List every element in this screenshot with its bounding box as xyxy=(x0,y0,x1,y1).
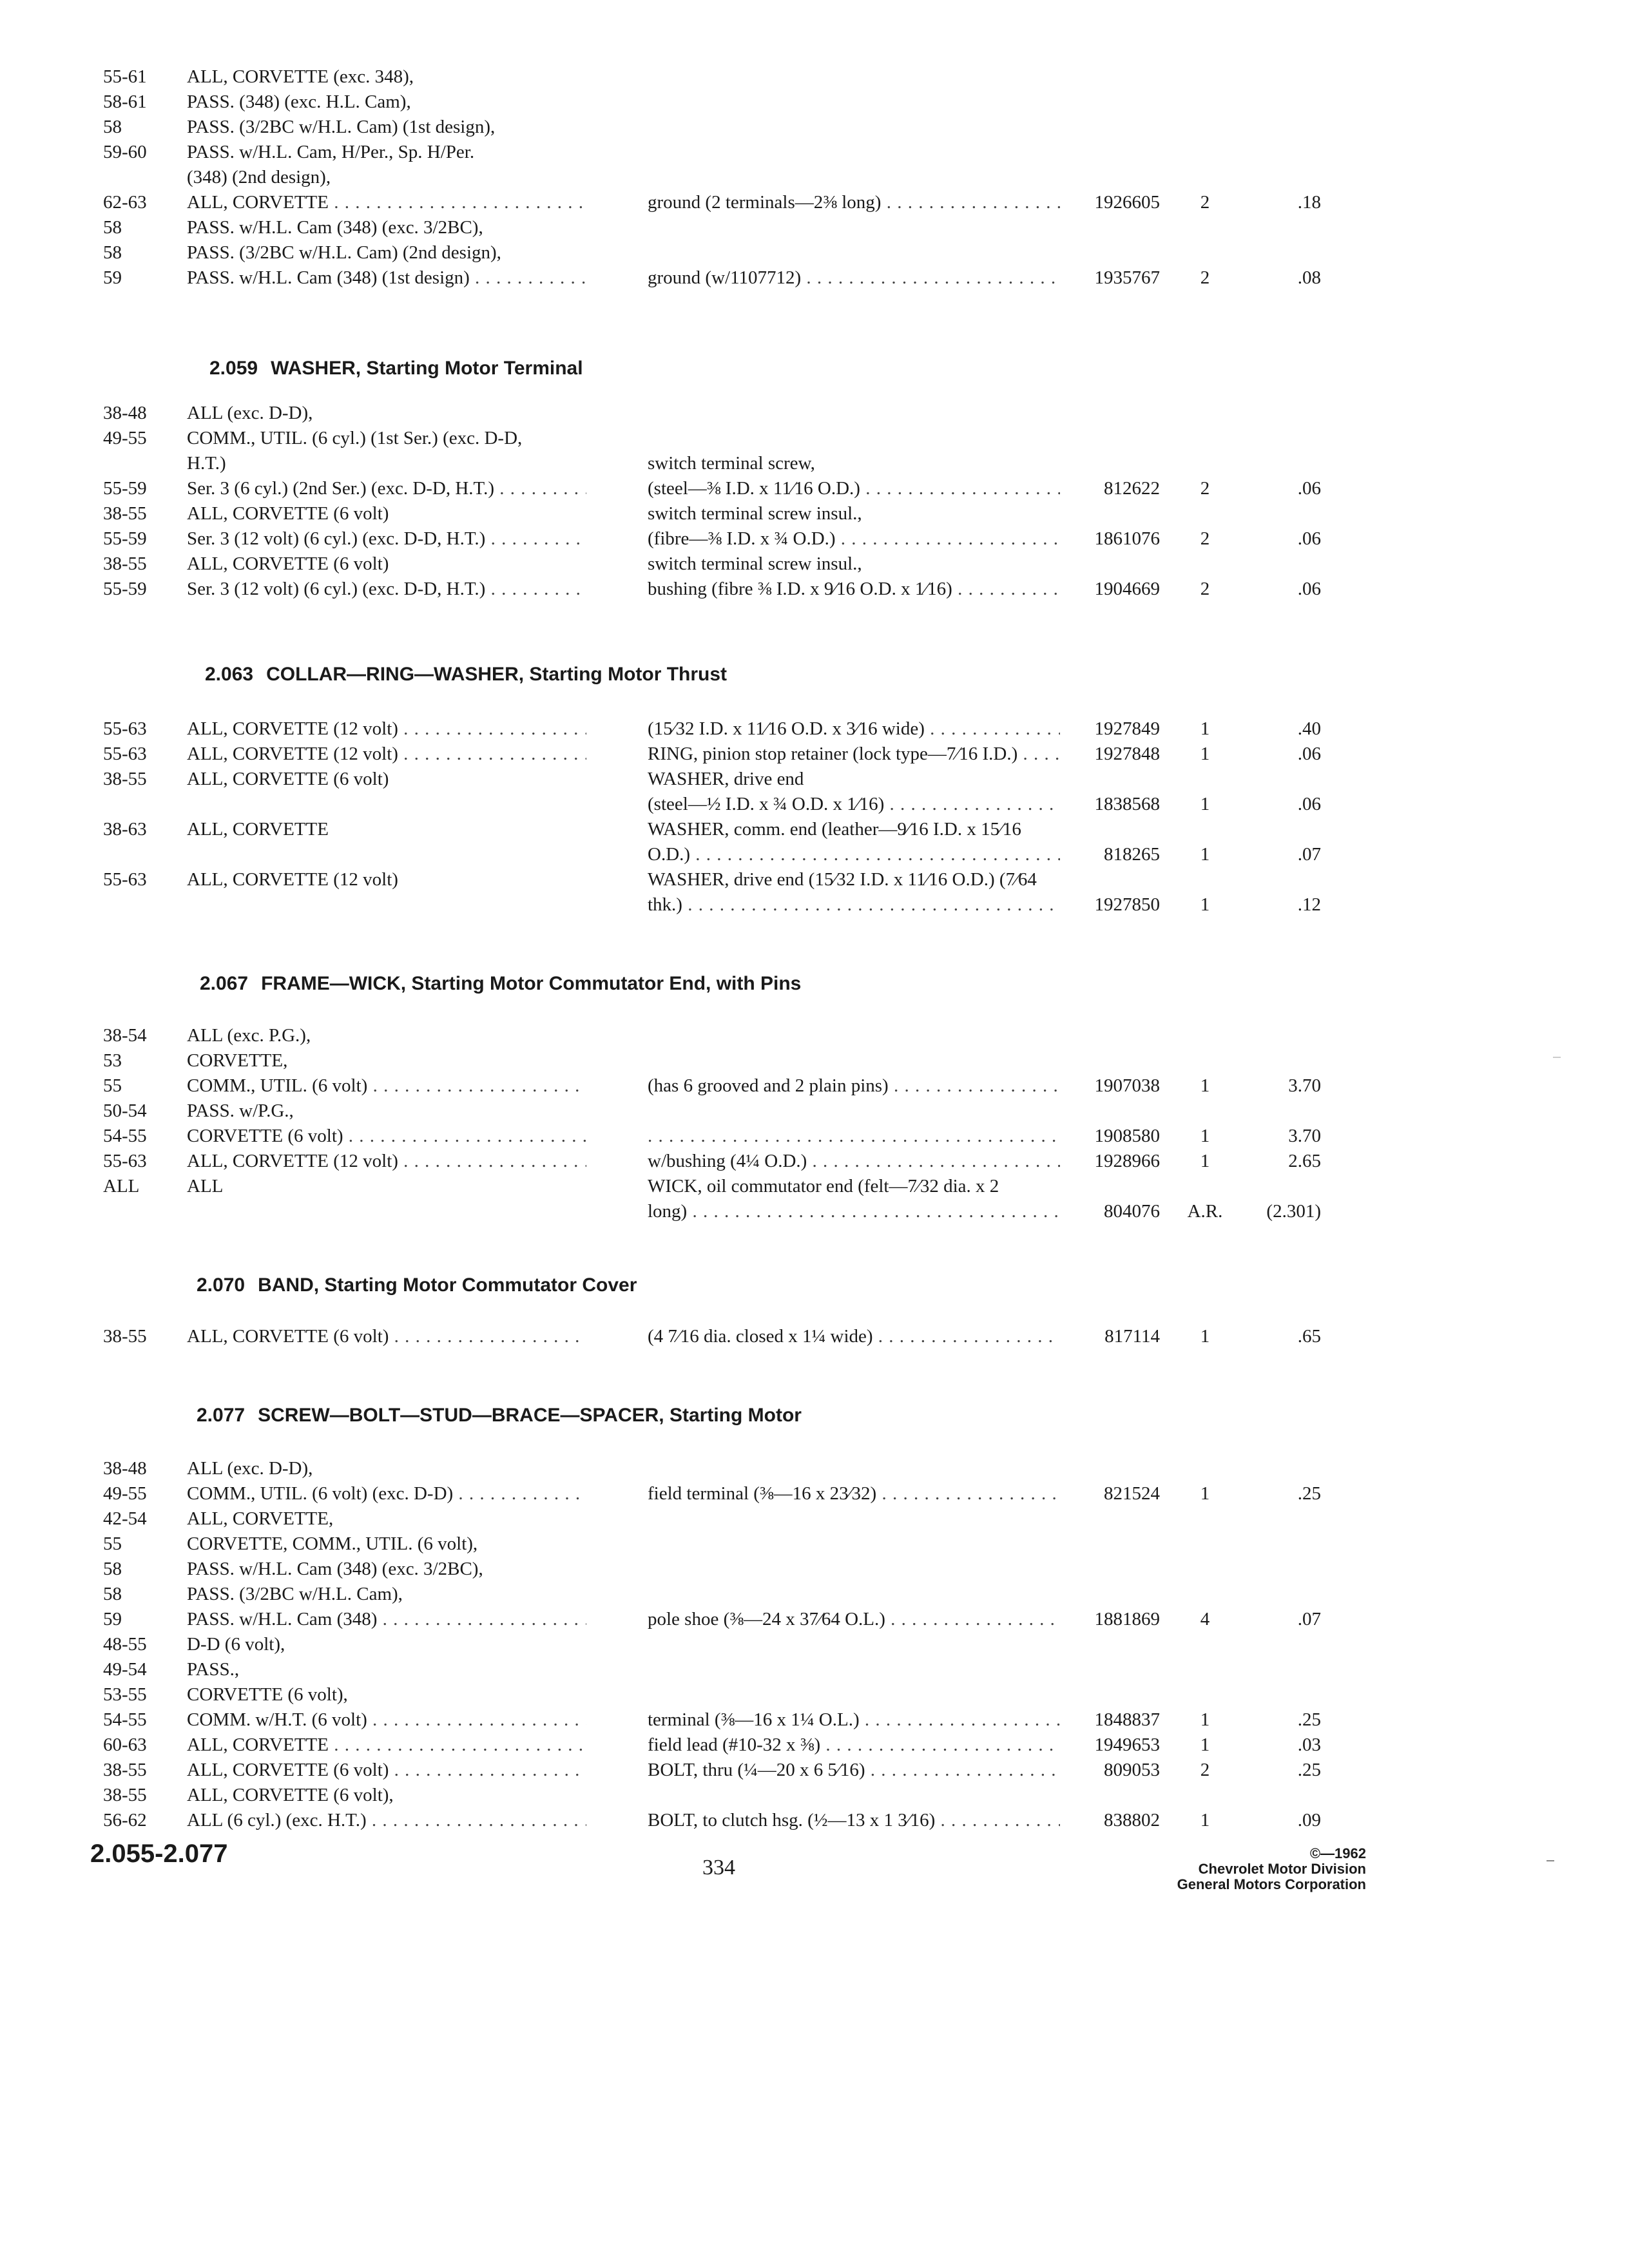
part-row xyxy=(0,1073,1629,1099)
list-price: .25 xyxy=(1297,1709,1321,1730)
model-applicability: ALL, CORVETTE (exc. 348), xyxy=(187,66,414,87)
parts-group-2063 xyxy=(0,716,1629,918)
part-row xyxy=(0,526,1629,552)
section-title: WASHER, Starting Motor Terminal xyxy=(271,358,583,379)
model-applicability: Ser. 3 (6 cyl.) (2nd Ser.) (exc. D-D, H.T.) . . . xyxy=(187,476,586,501)
section-heading-2059 xyxy=(209,358,583,380)
parts-group-continued xyxy=(0,64,1629,291)
part-description: WASHER, drive end (15⁄32 I.D. x 11⁄16 O.D.) (7⁄64 xyxy=(648,869,1037,890)
section-heading-2067 xyxy=(200,973,801,995)
model-years: 59-60 xyxy=(103,142,147,162)
part-description: (has 6 grooved and 2 plain pins) . . . xyxy=(648,1073,1060,1099)
part-description: (4 7⁄16 dia. closed x 1¼ wide) . . . xyxy=(648,1324,1060,1349)
part-description: (steel—⅜ I.D. x 11⁄16 O.D.) . . . xyxy=(648,476,1060,501)
model-applicability: COMM., UTIL. (6 cyl.) (1st Ser.) (exc. D-D, xyxy=(187,428,523,448)
part-row xyxy=(0,817,1629,842)
model-applicability: H.T.) xyxy=(187,453,226,474)
model-applicability: PASS., xyxy=(187,1659,240,1680)
part-description: field terminal (⅜—16 x 23⁄32) . . . xyxy=(648,1481,1060,1506)
model-applicability: ALL, CORVETTE xyxy=(187,819,329,840)
quantity: 1 xyxy=(1200,1326,1210,1347)
part-row xyxy=(0,1048,1629,1073)
part-row xyxy=(0,240,1629,265)
part-row xyxy=(0,1456,1629,1481)
model-years: 53-55 xyxy=(103,1684,147,1705)
model-years: 55 xyxy=(103,1075,122,1096)
model-years: 55 xyxy=(103,1533,122,1554)
list-price: .25 xyxy=(1297,1483,1321,1504)
model-applicability: ALL (6 cyl.) (exc. H.T.) . . . xyxy=(187,1808,586,1833)
list-price: .06 xyxy=(1297,744,1321,764)
model-years: 58 xyxy=(103,242,122,263)
section-heading-2070 xyxy=(197,1274,637,1296)
section-number: 2.077 xyxy=(197,1405,246,1426)
section-title: SCREW—BOLT—STUD—BRACE—SPACER, Starting Motor xyxy=(258,1405,802,1426)
quantity: 1 xyxy=(1200,1810,1210,1831)
part-row xyxy=(0,1557,1629,1582)
list-price: 2.65 xyxy=(1288,1151,1321,1171)
model-years: 49-55 xyxy=(103,1483,147,1504)
part-description xyxy=(648,1124,1060,1149)
list-price: .06 xyxy=(1297,528,1321,549)
model-applicability: ALL (exc. D-D), xyxy=(187,403,313,423)
part-number: 1926605 xyxy=(1094,192,1160,213)
section-number: 2.067 xyxy=(200,973,249,994)
list-price: .08 xyxy=(1297,267,1321,288)
part-row xyxy=(0,867,1629,892)
list-price: .12 xyxy=(1297,894,1321,915)
part-description: ground (w/1107712) . . . xyxy=(648,265,1060,291)
parts-group-2070 xyxy=(0,1324,1629,1349)
part-number: 1904669 xyxy=(1094,579,1160,599)
part-row xyxy=(0,1582,1629,1607)
part-number: 838802 xyxy=(1104,1810,1160,1831)
model-applicability: CORVETTE (6 volt) . . . xyxy=(187,1124,586,1149)
part-description: long) . . . xyxy=(648,1199,1060,1224)
model-years: 55-61 xyxy=(103,66,147,87)
part-row xyxy=(0,1124,1629,1149)
section-heading-2077 xyxy=(197,1405,802,1427)
section-number: 2.063 xyxy=(205,664,254,685)
quantity: 1 xyxy=(1200,1075,1210,1096)
model-years: 38-55 xyxy=(103,1785,147,1805)
margin-mark xyxy=(1547,1860,1554,1861)
model-years: 60-63 xyxy=(103,1735,147,1755)
quantity: 2 xyxy=(1200,478,1210,499)
part-row xyxy=(0,1607,1629,1632)
part-row xyxy=(0,1199,1629,1224)
part-description: WASHER, comm. end (leather—9⁄16 I.D. x 15⁄16 xyxy=(648,819,1021,840)
model-applicability: ALL, CORVETTE . . . xyxy=(187,190,586,215)
section-range: 2.055-2.077 xyxy=(90,1840,228,1868)
list-price: .06 xyxy=(1297,794,1321,814)
part-number: 817114 xyxy=(1104,1326,1160,1347)
model-years: 56-62 xyxy=(103,1810,147,1831)
part-description: O.D.) . . . xyxy=(648,842,1060,867)
part-row xyxy=(0,190,1629,215)
part-row xyxy=(0,1023,1629,1048)
model-applicability: ALL, CORVETTE (6 volt) . . . xyxy=(187,1758,586,1783)
model-years: 55-63 xyxy=(103,869,147,890)
model-applicability: COMM. w/H.T. (6 volt) . . . xyxy=(187,1707,586,1733)
model-applicability: ALL, CORVETTE (6 volt) . . . xyxy=(187,1324,586,1349)
model-years: 55-63 xyxy=(103,718,147,739)
model-years: 59 xyxy=(103,267,122,288)
part-row xyxy=(0,892,1629,918)
part-description: terminal (⅜—16 x 1¼ O.L.) . . . xyxy=(648,1707,1060,1733)
part-row xyxy=(0,716,1629,742)
part-number: 809053 xyxy=(1104,1760,1160,1780)
part-row xyxy=(0,552,1629,577)
model-years: 58 xyxy=(103,1584,122,1604)
part-description: ground (2 terminals—2⅜ long) . . . xyxy=(648,190,1060,215)
model-applicability: ALL, CORVETTE, xyxy=(187,1508,334,1529)
model-applicability: PASS. w/H.L. Cam (348) . . . xyxy=(187,1607,586,1632)
parts-group-2067 xyxy=(0,1023,1629,1224)
quantity: 4 xyxy=(1200,1609,1210,1629)
model-applicability: Ser. 3 (12 volt) (6 cyl.) (exc. D-D, H.T.) . . . xyxy=(187,577,586,602)
model-years: ALL xyxy=(103,1176,140,1196)
list-price: .06 xyxy=(1297,478,1321,499)
model-applicability: D-D (6 volt), xyxy=(187,1634,285,1655)
quantity: 2 xyxy=(1200,579,1210,599)
model-applicability: PASS. w/H.L. Cam, H/Per., Sp. H/Per. xyxy=(187,142,475,162)
quantity: 1 xyxy=(1200,1709,1210,1730)
model-years: 38-48 xyxy=(103,1458,147,1479)
part-row xyxy=(0,1532,1629,1557)
model-years: 58-61 xyxy=(103,91,147,112)
model-years: 38-55 xyxy=(103,503,147,524)
margin-mark xyxy=(1553,1057,1561,1058)
section-heading-2063 xyxy=(205,664,727,686)
model-applicability: PASS. w/H.L. Cam (348) (exc. 3/2BC), xyxy=(187,1559,483,1579)
part-row xyxy=(0,1632,1629,1657)
part-number: 1927850 xyxy=(1094,894,1160,915)
model-applicability: PASS. w/H.L. Cam (348) (1st design) . . . xyxy=(187,265,586,291)
part-number: 1838568 xyxy=(1094,794,1160,814)
model-years: 48-55 xyxy=(103,1634,147,1655)
part-row xyxy=(0,792,1629,817)
list-price: .03 xyxy=(1297,1735,1321,1755)
part-row xyxy=(0,401,1629,426)
part-description: BOLT, to clutch hsg. (½—13 x 1 3⁄16) . . . xyxy=(648,1808,1060,1833)
part-row xyxy=(0,215,1629,240)
model-years: 38-54 xyxy=(103,1025,147,1046)
model-applicability: COMM., UTIL. (6 volt) . . . xyxy=(187,1073,586,1099)
quantity: 1 xyxy=(1200,844,1210,865)
corporation-name: General Motors Corporation xyxy=(1177,1876,1366,1892)
model-applicability: ALL xyxy=(187,1176,224,1196)
part-row xyxy=(0,1733,1629,1758)
quantity: 1 xyxy=(1200,1151,1210,1171)
section-title: FRAME—WICK, Starting Motor Commutator End, with Pins xyxy=(261,973,802,994)
model-years: 62-63 xyxy=(103,192,147,213)
part-number: 818265 xyxy=(1104,844,1160,865)
section-title: COLLAR—RING—WASHER, Starting Motor Thrust xyxy=(266,664,728,685)
part-number: 804076 xyxy=(1104,1201,1160,1222)
part-number: 1907038 xyxy=(1094,1075,1160,1096)
part-description: WASHER, drive end xyxy=(648,769,804,789)
list-price: 3.70 xyxy=(1288,1126,1321,1146)
quantity: A.R. xyxy=(1187,1201,1223,1222)
model-years: 38-55 xyxy=(103,769,147,789)
part-description: switch terminal screw insul., xyxy=(648,503,862,524)
part-number: 1949653 xyxy=(1094,1735,1160,1755)
quantity: 1 xyxy=(1200,1126,1210,1146)
part-number: 1861076 xyxy=(1094,528,1160,549)
model-applicability: PASS. (348) (exc. H.L. Cam), xyxy=(187,91,411,112)
part-description: thk.) . . . xyxy=(648,892,1060,918)
model-years: 38-55 xyxy=(103,553,147,574)
model-applicability: PASS. (3/2BC w/H.L. Cam), xyxy=(187,1584,403,1604)
model-years: 58 xyxy=(103,217,122,238)
quantity: 1 xyxy=(1200,894,1210,915)
division-name: Chevrolet Motor Division xyxy=(1198,1861,1366,1877)
model-years: 54-55 xyxy=(103,1126,147,1146)
model-applicability: (348) (2nd design), xyxy=(187,167,331,187)
model-applicability: ALL, CORVETTE (12 volt) . . . xyxy=(187,716,586,742)
model-years: 38-48 xyxy=(103,403,147,423)
part-row xyxy=(0,265,1629,291)
list-price: .07 xyxy=(1297,1609,1321,1629)
list-price: .06 xyxy=(1297,579,1321,599)
part-description: (15⁄32 I.D. x 11⁄16 O.D. x 3⁄16 wide) . . . xyxy=(648,716,1060,742)
quantity: 1 xyxy=(1200,744,1210,764)
model-years: 42-54 xyxy=(103,1508,147,1529)
list-price: .25 xyxy=(1297,1760,1321,1780)
model-applicability: ALL, CORVETTE (12 volt) . . . xyxy=(187,1149,586,1174)
model-years: 59 xyxy=(103,1609,122,1629)
model-years: 58 xyxy=(103,117,122,137)
model-applicability: ALL, CORVETTE (6 volt) xyxy=(187,769,389,789)
section-number: 2.059 xyxy=(209,358,258,379)
model-applicability: CORVETTE, xyxy=(187,1050,288,1071)
part-number: 1927848 xyxy=(1094,744,1160,764)
quantity: 2 xyxy=(1200,192,1210,213)
part-row xyxy=(0,1783,1629,1808)
part-row xyxy=(0,165,1629,190)
quantity: 1 xyxy=(1200,1735,1210,1755)
list-price: 3.70 xyxy=(1288,1075,1321,1096)
model-applicability: ALL, CORVETTE (6 volt) xyxy=(187,503,389,524)
model-applicability: CORVETTE, COMM., UTIL. (6 volt), xyxy=(187,1533,478,1554)
part-row xyxy=(0,1174,1629,1199)
list-price: .18 xyxy=(1297,192,1321,213)
part-description: switch terminal screw insul., xyxy=(648,553,862,574)
model-applicability: Ser. 3 (12 volt) (6 cyl.) (exc. D-D, H.T.) . . . xyxy=(187,526,586,552)
model-applicability: ALL (exc. P.G.), xyxy=(187,1025,311,1046)
model-years: 38-55 xyxy=(103,1326,147,1347)
list-price: .65 xyxy=(1297,1326,1321,1347)
part-number: 1927849 xyxy=(1094,718,1160,739)
model-applicability: COMM., UTIL. (6 volt) (exc. D-D) . . . xyxy=(187,1481,586,1506)
part-description: w/bushing (4¼ O.D.) . . . xyxy=(648,1149,1060,1174)
part-row xyxy=(0,1707,1629,1733)
model-applicability: CORVETTE (6 volt), xyxy=(187,1684,348,1705)
quantity: 2 xyxy=(1200,528,1210,549)
quantity: 1 xyxy=(1200,794,1210,814)
model-years: 38-55 xyxy=(103,1760,147,1780)
part-row xyxy=(0,451,1629,476)
part-description: WICK, oil commutator end (felt—7⁄32 dia. x 2 xyxy=(648,1176,999,1196)
copyright: ©—1962 xyxy=(1309,1845,1366,1861)
part-row xyxy=(0,1506,1629,1532)
part-description: field lead (#10-32 x ⅜) . . . xyxy=(648,1733,1060,1758)
quantity: 1 xyxy=(1200,718,1210,739)
part-row xyxy=(0,90,1629,115)
part-row xyxy=(0,742,1629,767)
section-title: BAND, Starting Motor Commutator Cover xyxy=(258,1274,637,1296)
model-years: 55-59 xyxy=(103,478,147,499)
part-row xyxy=(0,64,1629,90)
model-years: 50-54 xyxy=(103,1100,147,1121)
model-applicability: ALL, CORVETTE (12 volt) xyxy=(187,869,398,890)
quantity: 1 xyxy=(1200,1483,1210,1504)
part-number: 1881869 xyxy=(1094,1609,1160,1629)
part-row xyxy=(0,842,1629,867)
parts-group-2059 xyxy=(0,401,1629,602)
part-description: RING, pinion stop retainer (lock type—7⁄16 I.D.) . . . xyxy=(648,742,1060,767)
page-number: 334 xyxy=(702,1856,735,1879)
model-applicability: ALL, CORVETTE . . . xyxy=(187,1733,586,1758)
part-description: pole shoe (⅜—24 x 37⁄64 O.L.) . . . xyxy=(648,1607,1060,1632)
part-row xyxy=(0,1682,1629,1707)
model-years: 49-55 xyxy=(103,428,147,448)
part-row xyxy=(0,1808,1629,1833)
part-row xyxy=(0,1324,1629,1349)
model-years: 55-59 xyxy=(103,528,147,549)
model-applicability: ALL (exc. D-D), xyxy=(187,1458,313,1479)
part-number: 812622 xyxy=(1104,478,1160,499)
part-row xyxy=(0,426,1629,451)
model-applicability: ALL, CORVETTE (12 volt) . . . xyxy=(187,742,586,767)
part-row xyxy=(0,767,1629,792)
part-description: switch terminal screw, xyxy=(648,453,815,474)
list-price: .09 xyxy=(1297,1810,1321,1831)
model-years: 54-55 xyxy=(103,1709,147,1730)
section-number: 2.070 xyxy=(197,1274,246,1296)
list-price: (2.301) xyxy=(1266,1201,1321,1222)
part-row xyxy=(0,115,1629,140)
list-price: .07 xyxy=(1297,844,1321,865)
part-row xyxy=(0,476,1629,501)
part-row xyxy=(0,1657,1629,1682)
model-years: 53 xyxy=(103,1050,122,1071)
part-description: (fibre—⅜ I.D. x ¾ O.D.) . . . xyxy=(648,526,1060,552)
part-row xyxy=(0,577,1629,602)
publisher-credit xyxy=(1095,1846,1366,1892)
part-description: bushing (fibre ⅜ I.D. x 9⁄16 O.D. x 1⁄16) . . . xyxy=(648,577,1060,602)
part-number: 1935767 xyxy=(1094,267,1160,288)
part-number: 1848837 xyxy=(1094,1709,1160,1730)
part-row xyxy=(0,1149,1629,1174)
parts-group-2077 xyxy=(0,1456,1629,1833)
model-applicability: PASS. (3/2BC w/H.L. Cam) (1st design), xyxy=(187,117,496,137)
part-row xyxy=(0,1481,1629,1506)
part-row xyxy=(0,140,1629,165)
model-applicability: ALL, CORVETTE (6 volt) xyxy=(187,553,389,574)
model-years: 58 xyxy=(103,1559,122,1579)
part-row xyxy=(0,1099,1629,1124)
part-number: 1908580 xyxy=(1094,1126,1160,1146)
quantity: 2 xyxy=(1200,1760,1210,1780)
part-description: BOLT, thru (¼—20 x 6 5⁄16) . . . xyxy=(648,1758,1060,1783)
model-years: 38-63 xyxy=(103,819,147,840)
model-years: 55-63 xyxy=(103,744,147,764)
model-years: 49-54 xyxy=(103,1659,147,1680)
part-row xyxy=(0,501,1629,526)
quantity: 2 xyxy=(1200,267,1210,288)
model-years: 55-63 xyxy=(103,1151,147,1171)
part-row xyxy=(0,1758,1629,1783)
model-applicability: PASS. w/H.L. Cam (348) (exc. 3/2BC), xyxy=(187,217,483,238)
part-number: 1928966 xyxy=(1094,1151,1160,1171)
model-years: 55-59 xyxy=(103,579,147,599)
model-applicability: PASS. (3/2BC w/H.L. Cam) (2nd design), xyxy=(187,242,501,263)
list-price: .40 xyxy=(1297,718,1321,739)
part-number: 821524 xyxy=(1104,1483,1160,1504)
part-description: (steel—½ I.D. x ¾ O.D. x 1⁄16) . . . xyxy=(648,792,1060,817)
model-applicability: PASS. w/P.G., xyxy=(187,1100,294,1121)
model-applicability: ALL, CORVETTE (6 volt), xyxy=(187,1785,394,1805)
